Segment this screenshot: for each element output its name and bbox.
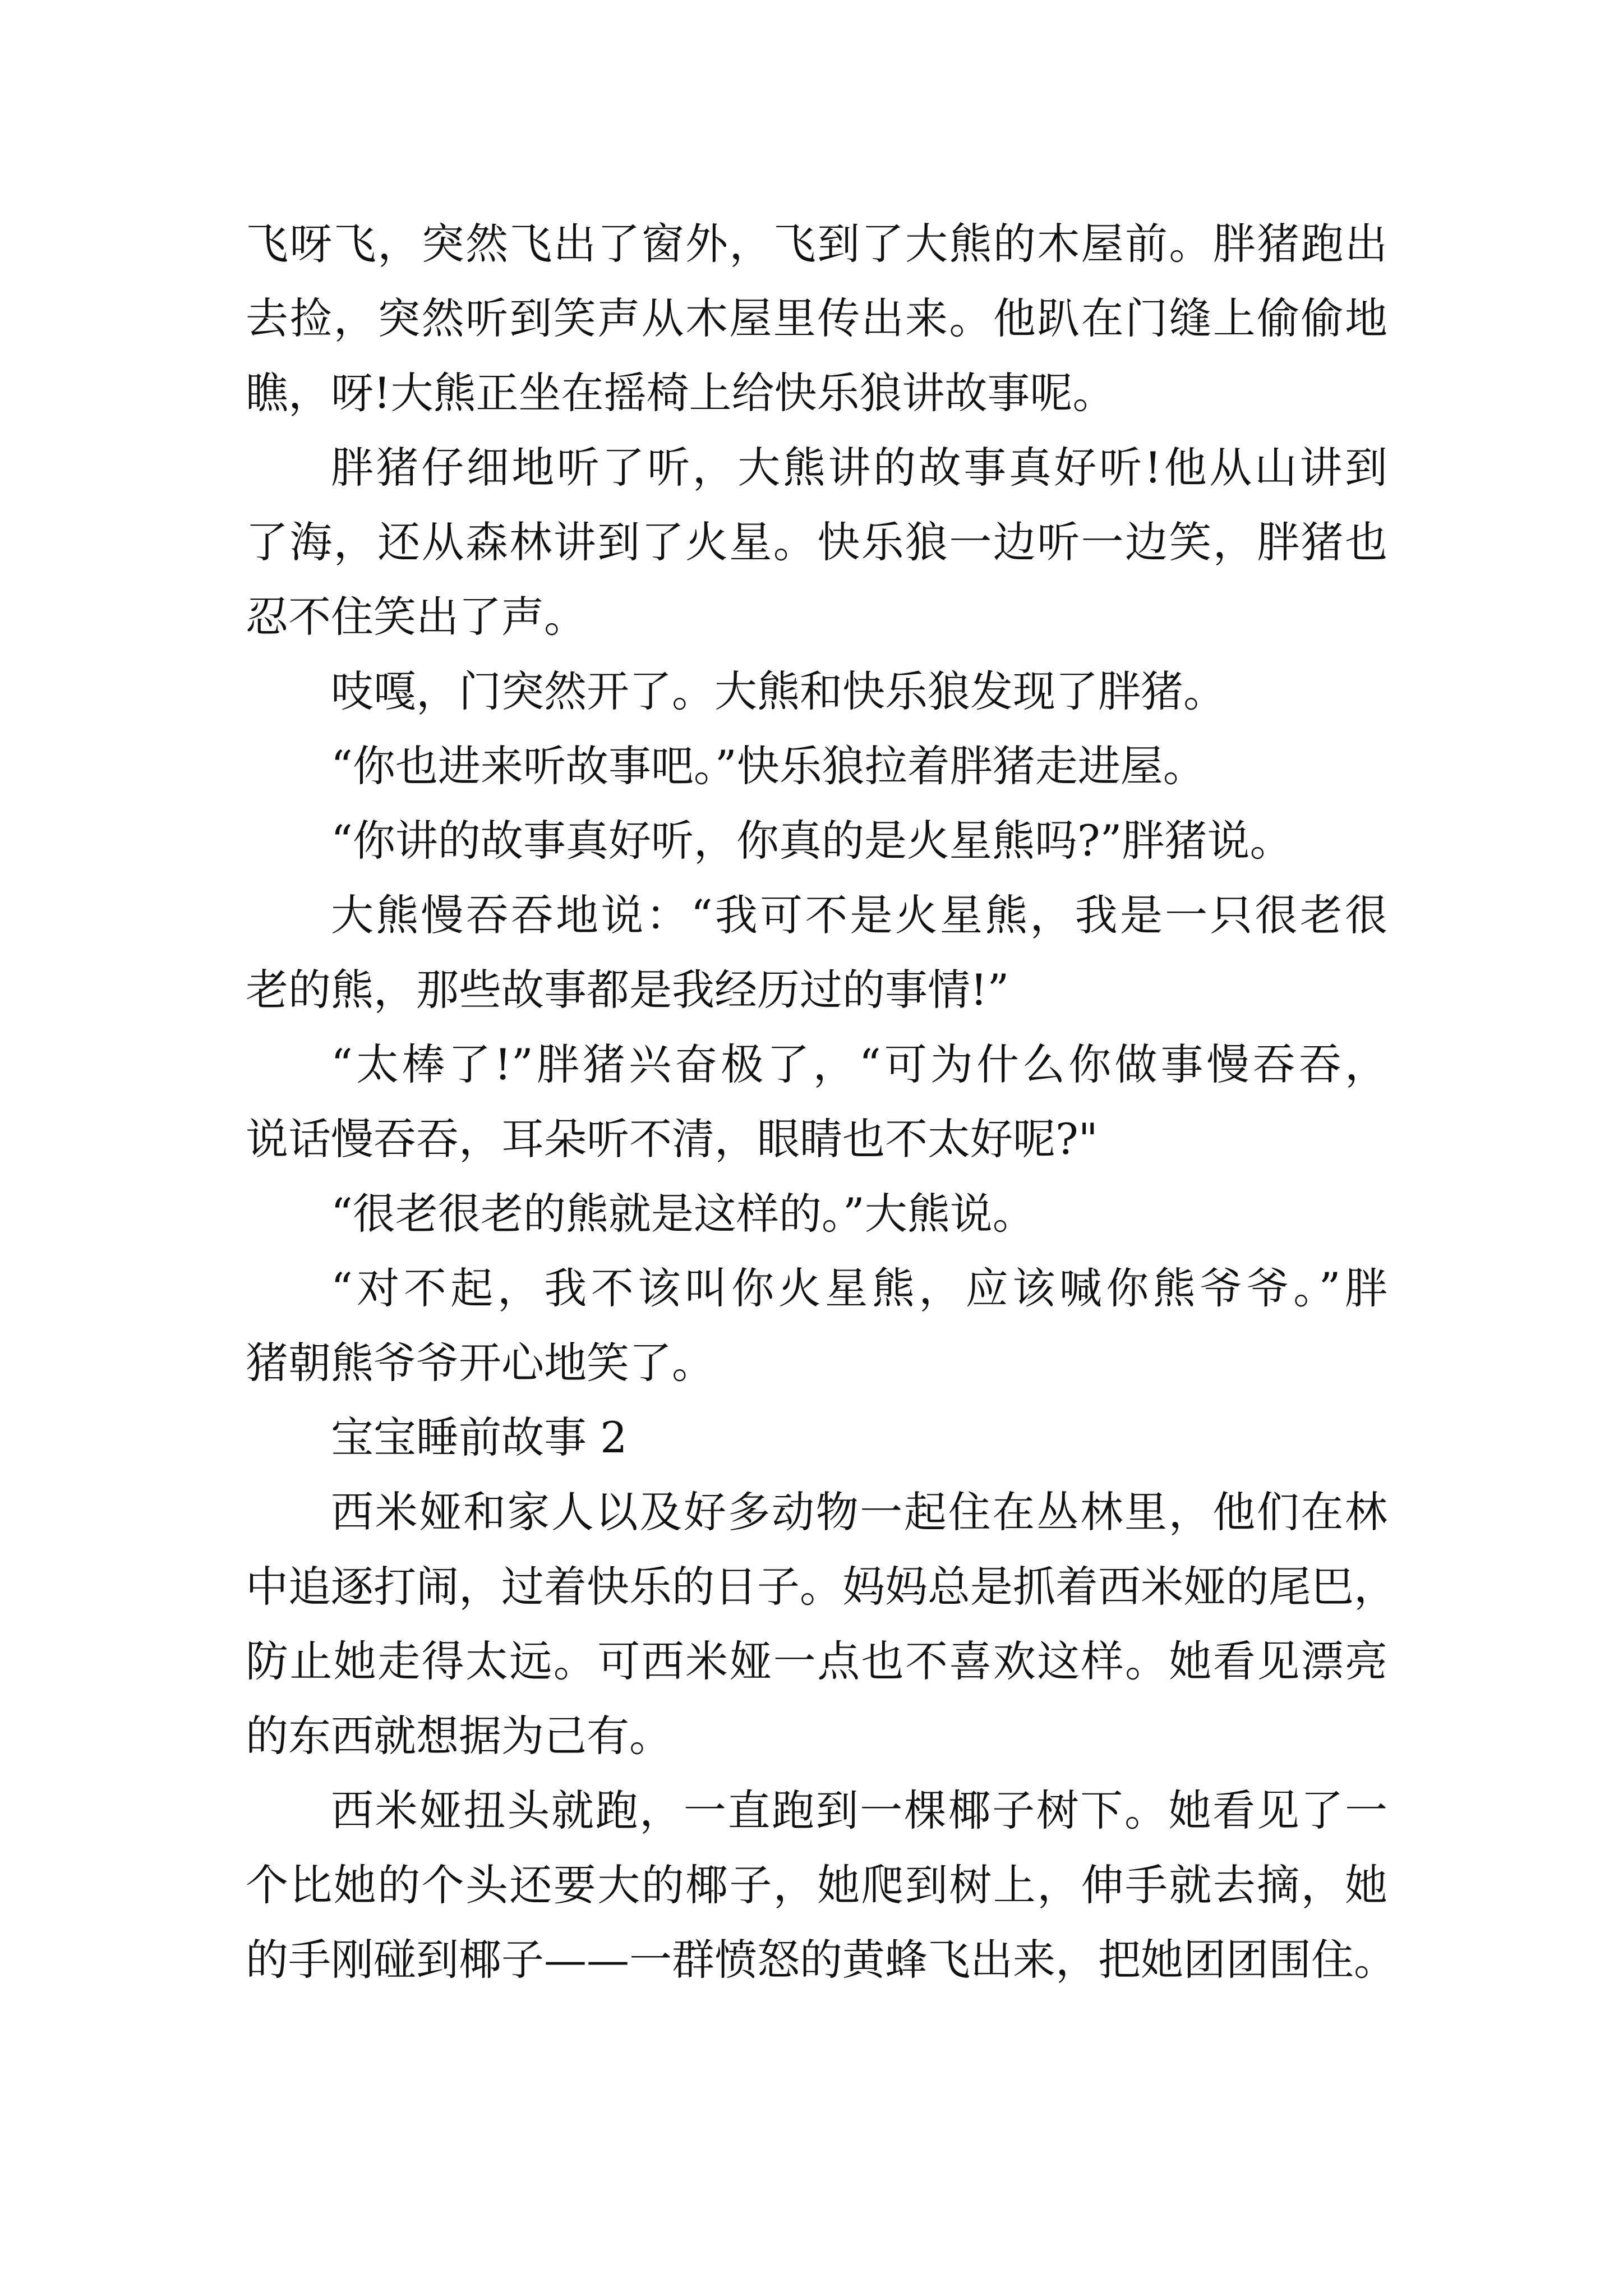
text-line: “很老很老的熊就是这样的。”大熊说。 bbox=[331, 1189, 1035, 1239]
text-line: 大熊慢吞吞地说：“我可不是火星熊，我是一只很老很 bbox=[331, 890, 1387, 940]
text-line: 中追逐打闹，过着快乐的日子。妈妈总是抓着西米娅的尾巴， bbox=[246, 1562, 1396, 1612]
text-line: 西米娅和家人以及好多动物一起住在丛林里，他们在林 bbox=[331, 1487, 1387, 1537]
text-line: 了海，还从森林讲到了火星。快乐狼一边听一边笑，胖猪也 bbox=[246, 517, 1387, 567]
text-line: 的东西就想据为己有。 bbox=[246, 1711, 672, 1761]
text-line: 瞧，呀!大熊正坐在摇椅上给快乐狼讲故事呢。 bbox=[246, 368, 1115, 418]
text-line: 老的熊，那些故事都是我经历过的事情!” bbox=[246, 965, 1009, 1015]
section-heading: 宝宝睡前故事 2 bbox=[331, 1412, 628, 1462]
text-line: 猪朝熊爷爷开心地笑了。 bbox=[246, 1338, 714, 1388]
text-line: 吱嘎，门突然开了。大熊和快乐狼发现了胖猪。 bbox=[331, 666, 1226, 716]
text-line: “对不起，我不该叫你火星熊，应该喊你熊爷爷。”胖 bbox=[331, 1263, 1387, 1313]
document-body bbox=[246, 206, 1396, 1997]
text-line: 西米娅扭头就跑，一直跑到一棵椰子树下。她看见了一 bbox=[331, 1786, 1387, 1835]
text-line: 飞呀飞，突然飞出了窗外，飞到了大熊的木屋前。胖猪跑出 bbox=[246, 219, 1387, 269]
text-line: 胖猪仔细地听了听，大熊讲的故事真好听!他从山讲到 bbox=[331, 443, 1387, 493]
text-line: 个比她的个头还要大的椰子，她爬到树上，伸手就去摘，她 bbox=[246, 1860, 1387, 1910]
text-line: “太棒了!”胖猪兴奋极了，“可为什么你做事慢吞吞， bbox=[331, 1039, 1387, 1089]
text-line: 防止她走得太远。可西米娅一点也不喜欢这样。她看见漂亮 bbox=[246, 1636, 1387, 1686]
text-line: 的手刚碰到椰子——一群愤怒的黄蜂飞出来，把她团团围住。 bbox=[246, 1935, 1396, 1985]
text-line: 忍不住笑出了声。 bbox=[246, 592, 587, 642]
text-line: 去捡，突然听到笑声从木屋里传出来。他趴在门缝上偷偷地 bbox=[246, 293, 1387, 343]
text-line: 说话慢吞吞，耳朵听不清，眼睛也不太好呢?" bbox=[246, 1114, 1098, 1164]
text-line: “你讲的故事真好听，你真的是火星熊吗?”胖猪说。 bbox=[331, 816, 1293, 866]
text-line: “你也进来听故事吧。”快乐狼拉着胖猪走进屋。 bbox=[331, 741, 1206, 791]
